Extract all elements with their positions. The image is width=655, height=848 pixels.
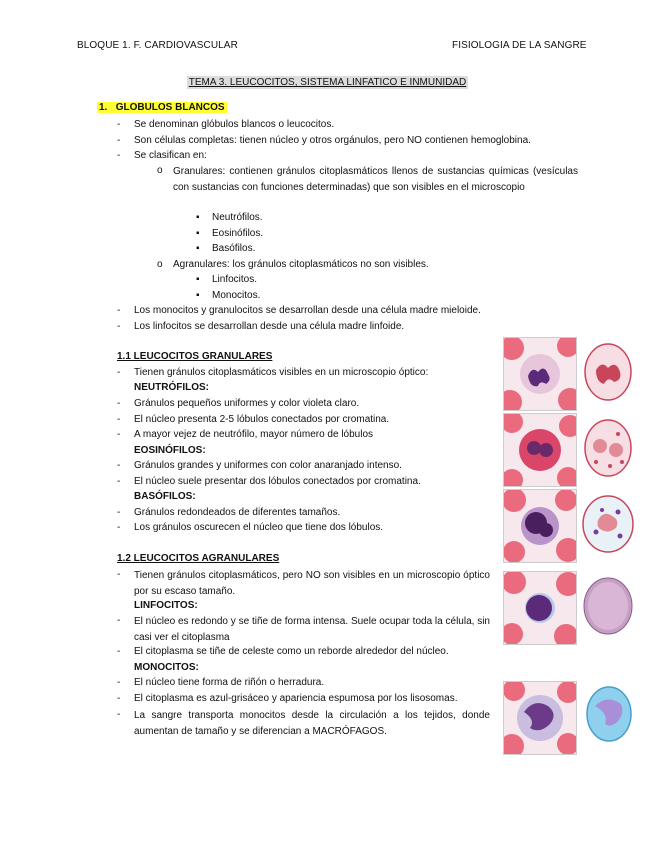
page-title: TEMA 3. LEUCOCITOS, SISTEMA LINFATICO E INMUNIDAD — [188, 77, 467, 88]
header-right: FISIOLOGIA DE LA SANGRE — [452, 40, 587, 51]
square-bullet-icon: ▪ — [196, 212, 200, 223]
circle-bullet-icon: o — [157, 165, 163, 176]
eosinophil-drawing — [582, 416, 634, 480]
list-item: Gránulos pequeños uniformes y color violeta claro. — [134, 398, 360, 409]
granulares-text: Granulares: contienen gránulos citoplasmáticos llenos de sustancias químicas (vesículas con sustancias con funciones determinadas) que son visibles en el microscopio — [173, 166, 578, 193]
neutrofilos-label: NEUTRÓFILOS: — [134, 382, 209, 393]
list-item: Tienen gránulos citoplasmáticos, pero NO son visibles en un microscopio óptico por su escaso tamaño. — [134, 570, 490, 597]
neutrophil-micrograph — [503, 337, 577, 411]
dash-marker: - — [117, 135, 121, 146]
dash-marker: - — [117, 507, 121, 518]
dash-marker: - — [117, 398, 121, 409]
dash-marker: - — [117, 321, 121, 332]
list-item: Gránulos redondeados de diferentes tamaños. — [134, 507, 341, 518]
list-item: Gránulos grandes y uniformes con color anaranjado intenso. — [134, 460, 402, 471]
dash-marker: - — [117, 305, 121, 316]
list-item: Monocitos. — [212, 290, 261, 301]
section11-heading: 1.1 LEUCOCITOS GRANULARES — [117, 351, 273, 362]
dash-marker: - — [117, 119, 121, 130]
monocyte-micrograph — [503, 681, 577, 755]
square-bullet-icon: ▪ — [196, 243, 200, 254]
list-item: Linfocitos. — [212, 274, 258, 285]
dash-marker: - — [117, 150, 121, 161]
list-item: El núcleo suele presentar dos lóbulos conectados por cromatina. — [134, 476, 421, 487]
basophil-micrograph — [503, 489, 577, 563]
list-item: Los gránulos oscurecen el núcleo que tiene dos lóbulos. — [134, 522, 384, 533]
list-item: El citoplasma se tiñe de celeste como un reborde alrededor del núcleo. — [134, 646, 449, 657]
list-item: Tienen gránulos citoplasmáticos visibles en un microscopio óptico: — [134, 367, 429, 378]
dash-marker: - — [117, 693, 121, 704]
list-item: Basófilos. — [212, 243, 256, 254]
section1-heading: 1. GLOBULOS BLANCOS — [99, 102, 225, 113]
list-item: Neutrófilos. — [212, 212, 263, 223]
dash-marker: - — [117, 677, 121, 688]
list-item: El núcleo es redondo y se tiñe de forma intensa. Suele ocupar toda la célula, sin casi ver el citoplasma — [134, 616, 490, 643]
section12-heading: 1.2 LEUCOCITOS AGRANULARES — [117, 553, 280, 564]
list-item: A mayor vejez de neutrófilo, mayor número de lóbulos — [134, 429, 374, 440]
header-left: BLOQUE 1. F. CARDIOVASCULAR — [77, 40, 238, 51]
lymphocyte-micrograph — [503, 571, 577, 645]
list-item: Eosinófilos. — [212, 228, 264, 239]
basophil-drawing — [580, 492, 636, 556]
list-item: El citoplasma es azul-grisáceo y apariencia espumosa por los lisosomas. — [134, 693, 458, 704]
list-item: Se denominan glóbulos blancos o leucocitos. — [134, 119, 335, 130]
eosinofilos-label: EOSINÓFILOS: — [134, 445, 206, 456]
dash-marker: - — [117, 709, 121, 720]
dash-marker: - — [117, 522, 121, 533]
eosinophil-micrograph — [503, 413, 577, 487]
list-item: El núcleo tiene forma de riñón o herradura. — [134, 677, 325, 688]
dash-marker: - — [117, 646, 121, 657]
list-item: Son células completas: tienen núcleo y otros orgánulos, pero NO contienen hemoglobina. — [134, 135, 531, 146]
list-item: La sangre transporta monocitos desde la circulación a los tejidos, donde aumentan de tamaño y se diferencian a MACRÓFAGOS. — [134, 710, 490, 737]
dash-marker: - — [117, 414, 121, 425]
neutrophil-drawing — [582, 340, 634, 404]
circle-bullet-icon: o — [157, 259, 163, 270]
list-item: Se clasifican en: — [134, 150, 207, 161]
linfocitos-label: LINFOCITOS: — [134, 600, 198, 611]
dash-marker: - — [117, 615, 121, 626]
square-bullet-icon: ▪ — [196, 274, 200, 285]
monocyte-drawing — [585, 684, 633, 744]
square-bullet-icon: ▪ — [196, 290, 200, 301]
dash-marker: - — [117, 429, 121, 440]
agranulares-text: Agranulares: los gránulos citoplasmáticos no son visibles. — [173, 259, 429, 270]
monocitos-label: MONOCITOS: — [134, 662, 199, 673]
dash-marker: - — [117, 569, 121, 580]
lymphocyte-drawing — [582, 575, 634, 637]
list-item: El núcleo presenta 2-5 lóbulos conectados por cromatina. — [134, 414, 390, 425]
basofilos-label: BASÓFILOS: — [134, 491, 196, 502]
dash-marker: - — [117, 367, 121, 378]
dash-marker: - — [117, 460, 121, 471]
list-item: Los monocitos y granulocitos se desarrollan desde una célula madre mieloide. — [134, 305, 481, 316]
list-item: Los linfocitos se desarrollan desde una célula madre linfoide. — [134, 321, 405, 332]
square-bullet-icon: ▪ — [196, 228, 200, 239]
dash-marker: - — [117, 476, 121, 487]
